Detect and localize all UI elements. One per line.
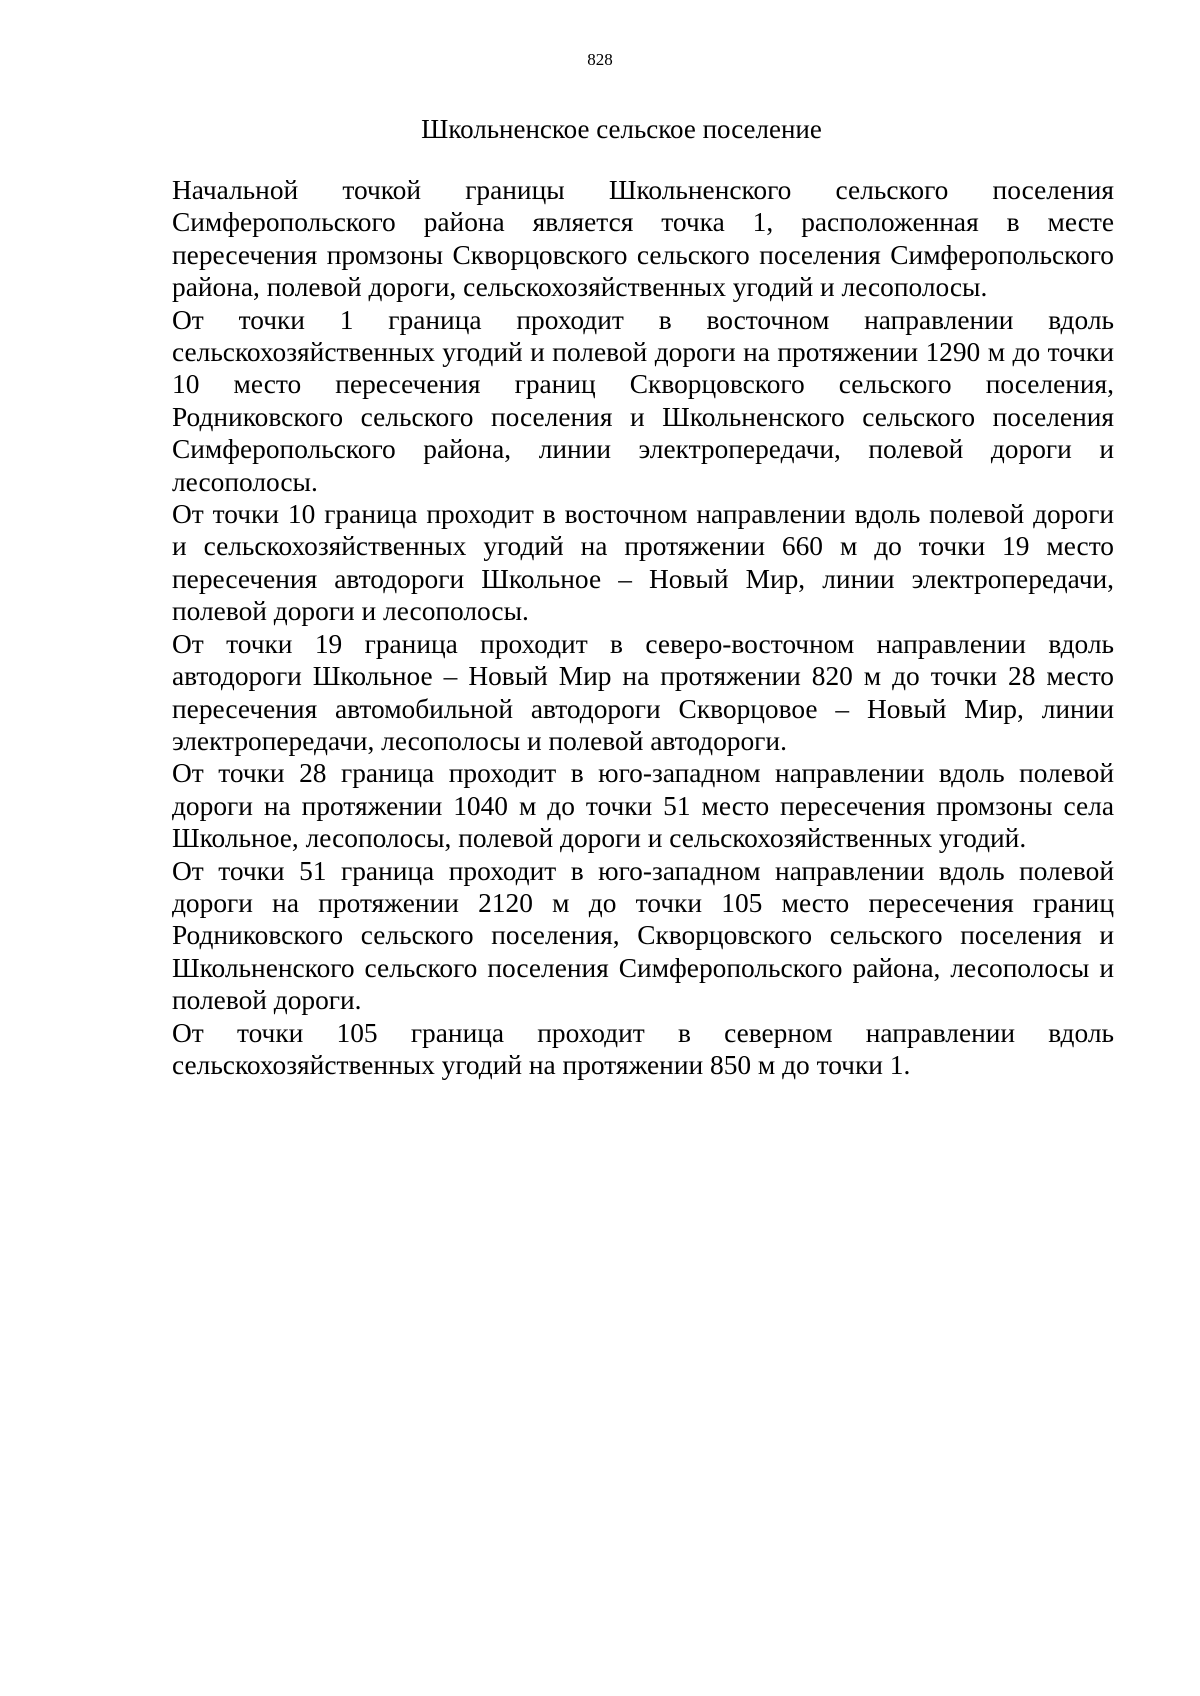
paragraph-start-point: Начальной точкой границы Школьненского сельского поселения Симферопольского района является точка 1, расположенная в месте пересечения промзоны Скворцовского сельского поселения Симферопольского района, полевой дороги, сельскохозяйственных угодий и лесополосы. [172, 175, 1114, 303]
page-title: Школьненское сельское поселение [421, 114, 822, 144]
document-body [172, 174, 1114, 1081]
paragraph-point-28: От точки 28 граница проходит в юго-западном направлении вдоль полевой дороги на протяжении 1040 м до точки 51 место пересечения промзоны села Школьное, лесополосы, полевой дороги и сельскохозяйственных угодий. [172, 758, 1114, 854]
paragraph-point-105: От точки 105 граница проходит в северном направлении вдоль сельскохозяйственных угодий на протяжении 850 м до точки 1. [172, 1017, 1114, 1080]
paragraph-point-10: От точки 10 граница проходит в восточном направлении вдоль полевой дороги и сельскохозяйственных угодий на протяжении 660 м до точки 19 место пересечения автодороги Школьное – Новый Мир, линии электропередачи, полевой дороги и лесополосы. [172, 499, 1114, 627]
paragraph-point-51: От точки 51 граница проходит в юго-западном направлении вдоль полевой дороги на протяжении 2120 м до точки 105 место пересечения границ Родниковского сельского поселения, Скворцовского сельского поселения и Школьненского сельского поселения Симферопольского района, лесополосы и полевой дороги. [172, 855, 1114, 1016]
paragraph-point-1: От точки 1 граница проходит в восточном направлении вдоль сельскохозяйственных угодий и полевой дороги на протяжении 1290 м до точки 10 место пересечения границ Скворцовского сельского поселения, Родниковского сельского поселения и Школьненского сельского поселения Симферопольского района, линии электропередачи, полевой дороги и лесополосы. [172, 304, 1114, 497]
page-number: 828 [587, 50, 613, 69]
paragraph-point-19: От точки 19 граница проходит в северо-восточном направлении вдоль автодороги Школьное – Новый Мир на протяжении 820 м до точки 28 место пересечения автомобильной автодороги Скворцовое – Новый Мир, линии электропередачи, лесополосы и полевой автодороги. [172, 628, 1114, 756]
